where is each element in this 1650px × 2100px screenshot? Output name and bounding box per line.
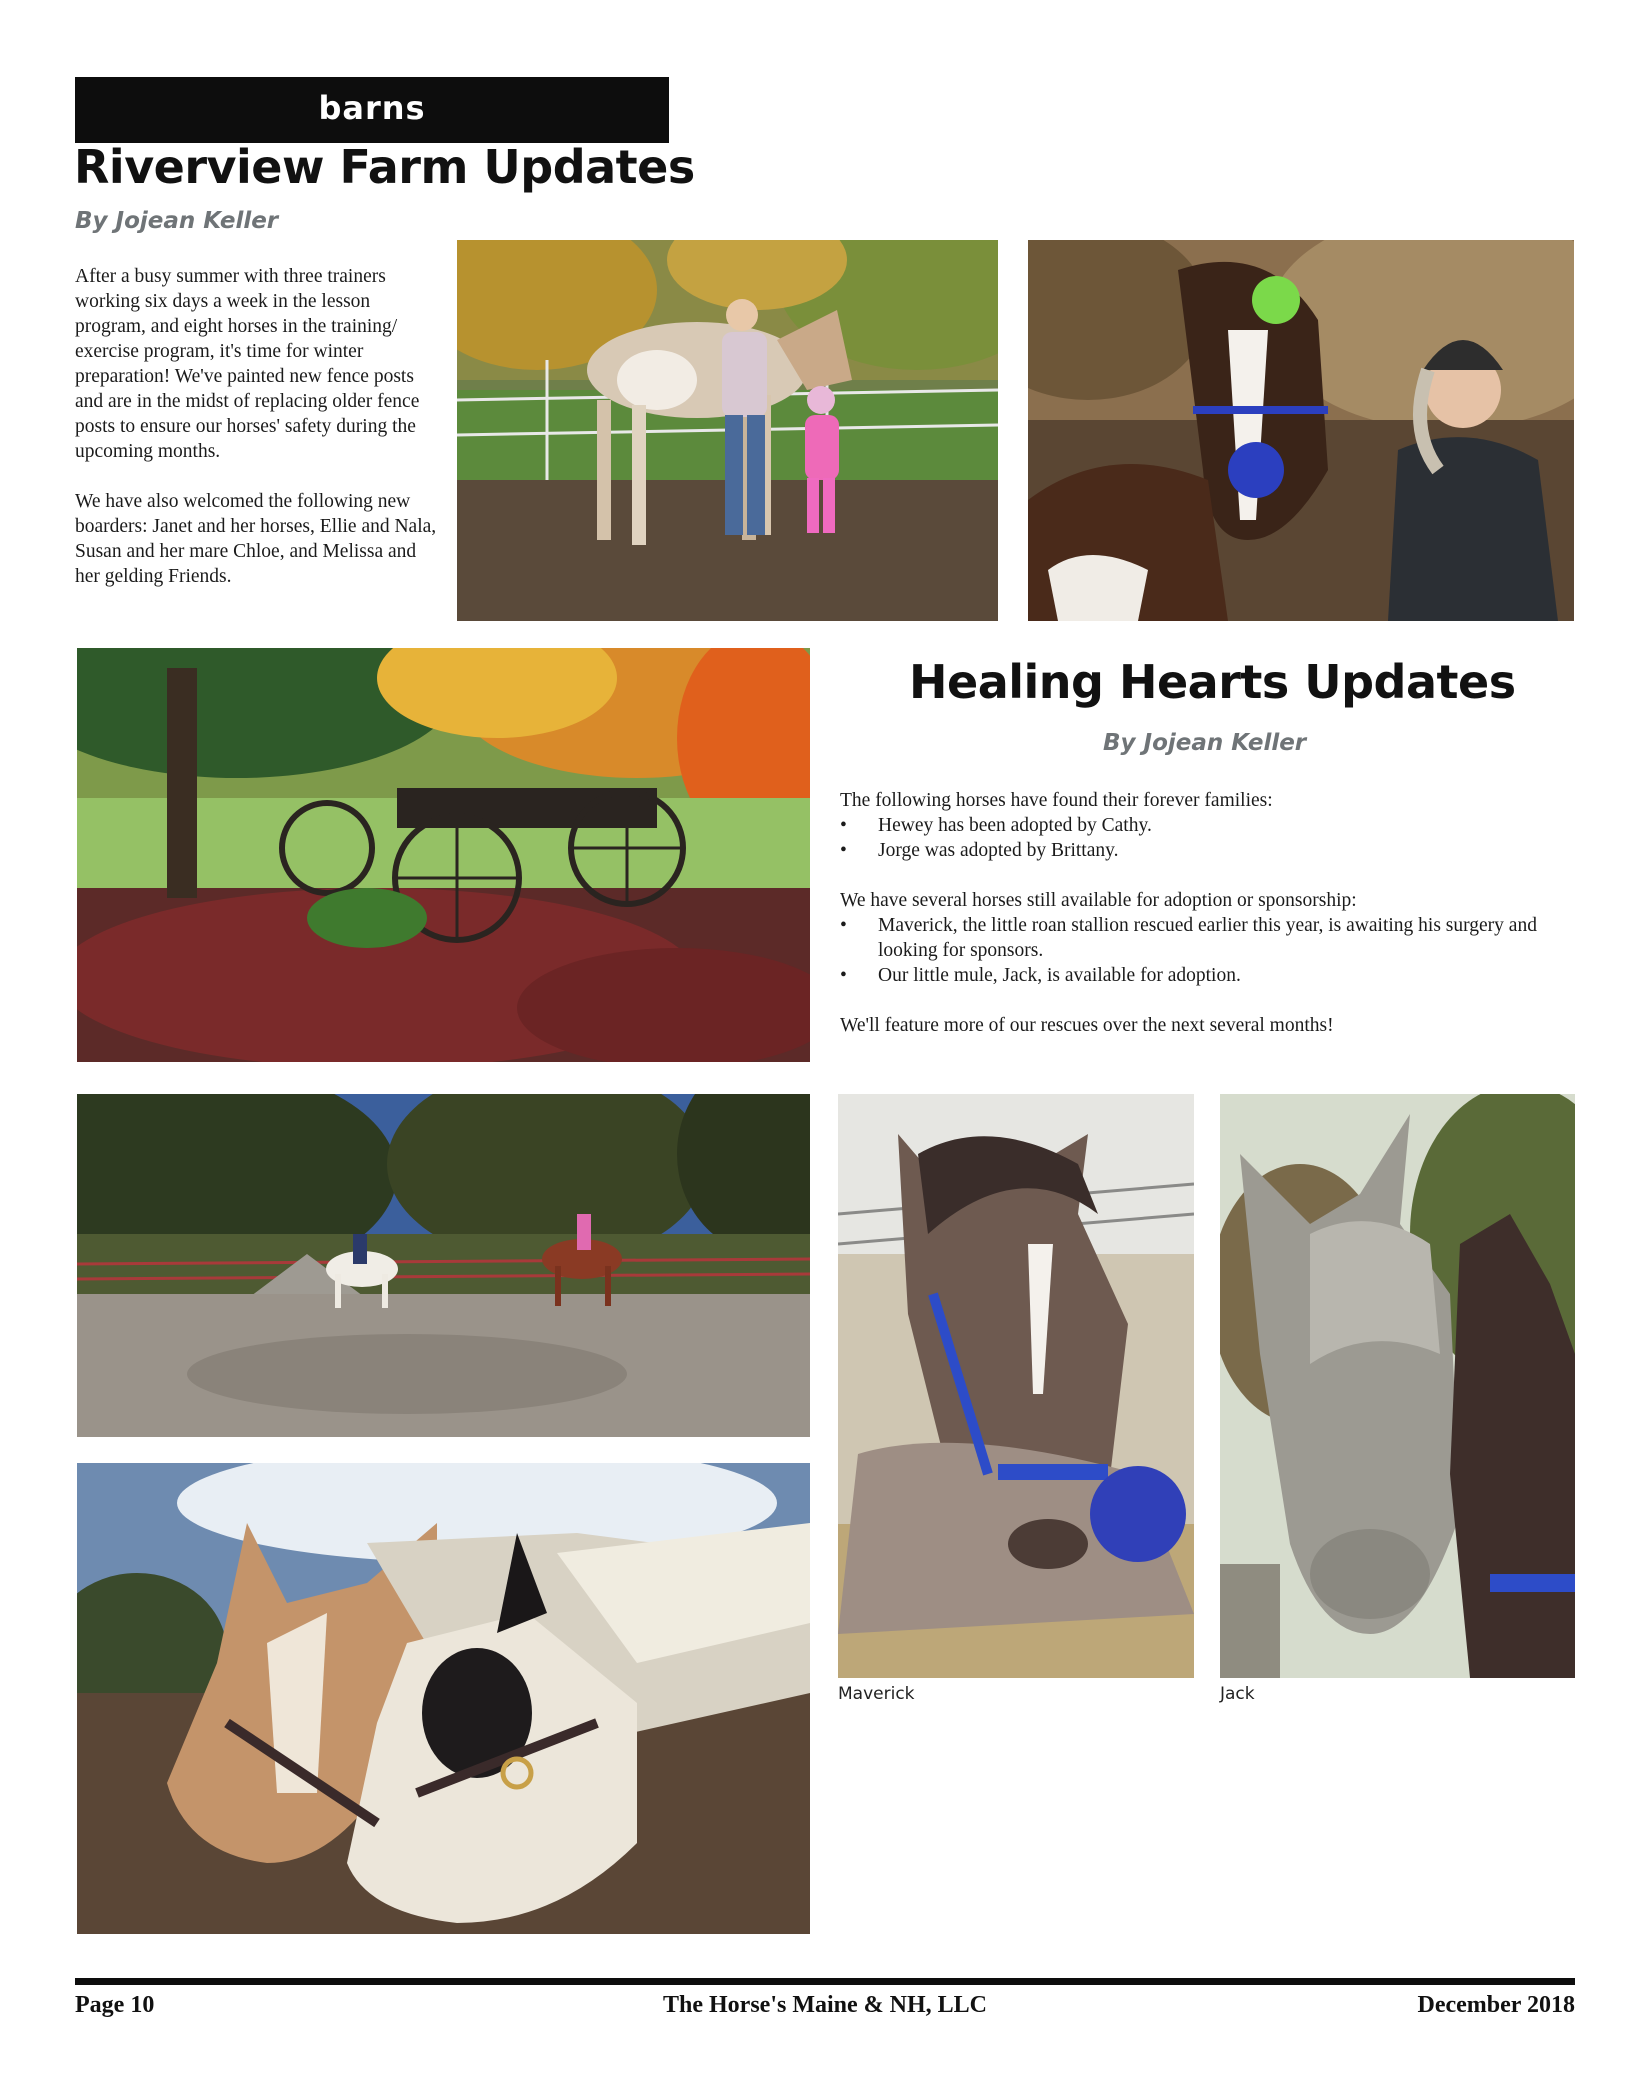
byline-healing-hearts: By Jojean Keller [1103,730,1307,756]
list-item: • Maverick, the little roan stallion rescued earlier this year, is awaiting his surgery and looking for sponsors. [840,913,1575,963]
paragraph: We have also welcomed the following new boarders: Janet and her horses, Ellie and Nala, Susan and her mare Chloe, and Melissa and her gelding Friends. [75,491,437,587]
footer-rule [75,1978,1575,1985]
available-list [840,913,1575,988]
byline-riverview: By Jojean Keller [75,208,279,234]
paragraph: We'll feature more of our rescues over the next several months! [840,1015,1334,1036]
article-title-healing-hearts [840,655,1650,709]
article-body-riverview [75,264,445,614]
caption-jack: Jack [1220,1684,1255,1704]
adopted-list [840,813,1575,863]
list-item: • Our little mule, Jack, is available for adoption. [840,963,1575,988]
caption-maverick: Maverick [838,1684,915,1704]
list-item: • Jorge was adopted by Brittany. [840,838,1575,863]
article-title-text: Healing Hearts Updates [909,655,1516,709]
issue-date: December 2018 [1417,1992,1575,2018]
photo-horse-with-bows [1028,240,1574,621]
paragraph: The following horses have found their forever families: [840,790,1273,811]
section-tag: barns [75,77,669,143]
photo-two-horses [77,1463,810,1934]
article-body-healing-hearts [840,788,1575,1038]
publication-name: The Horse's Maine & NH, LLC [663,1992,987,2018]
paragraph: After a busy summer with three trainers working six days a week in the lesson program, and eight horses in the training/ exercise program, it's time for winter preparation! We've painted new fence posts and are in the midst of replacing older fence posts to ensure our horses' safety during the upcoming months. [75,266,420,462]
photo-wagon-autumn [77,648,810,1062]
list-item: • Hewey has been adopted by Cathy. [840,813,1575,838]
photo-jack [1220,1094,1575,1678]
article-title-riverview: Riverview Farm Updates [74,140,695,194]
page-number: Page 10 [75,1992,155,2018]
photo-maverick [838,1094,1194,1678]
photo-riders-arena [77,1094,810,1437]
photo-horse-woman-child [457,240,998,621]
paragraph: We have several horses still available for adoption or sponsorship: [840,890,1357,911]
